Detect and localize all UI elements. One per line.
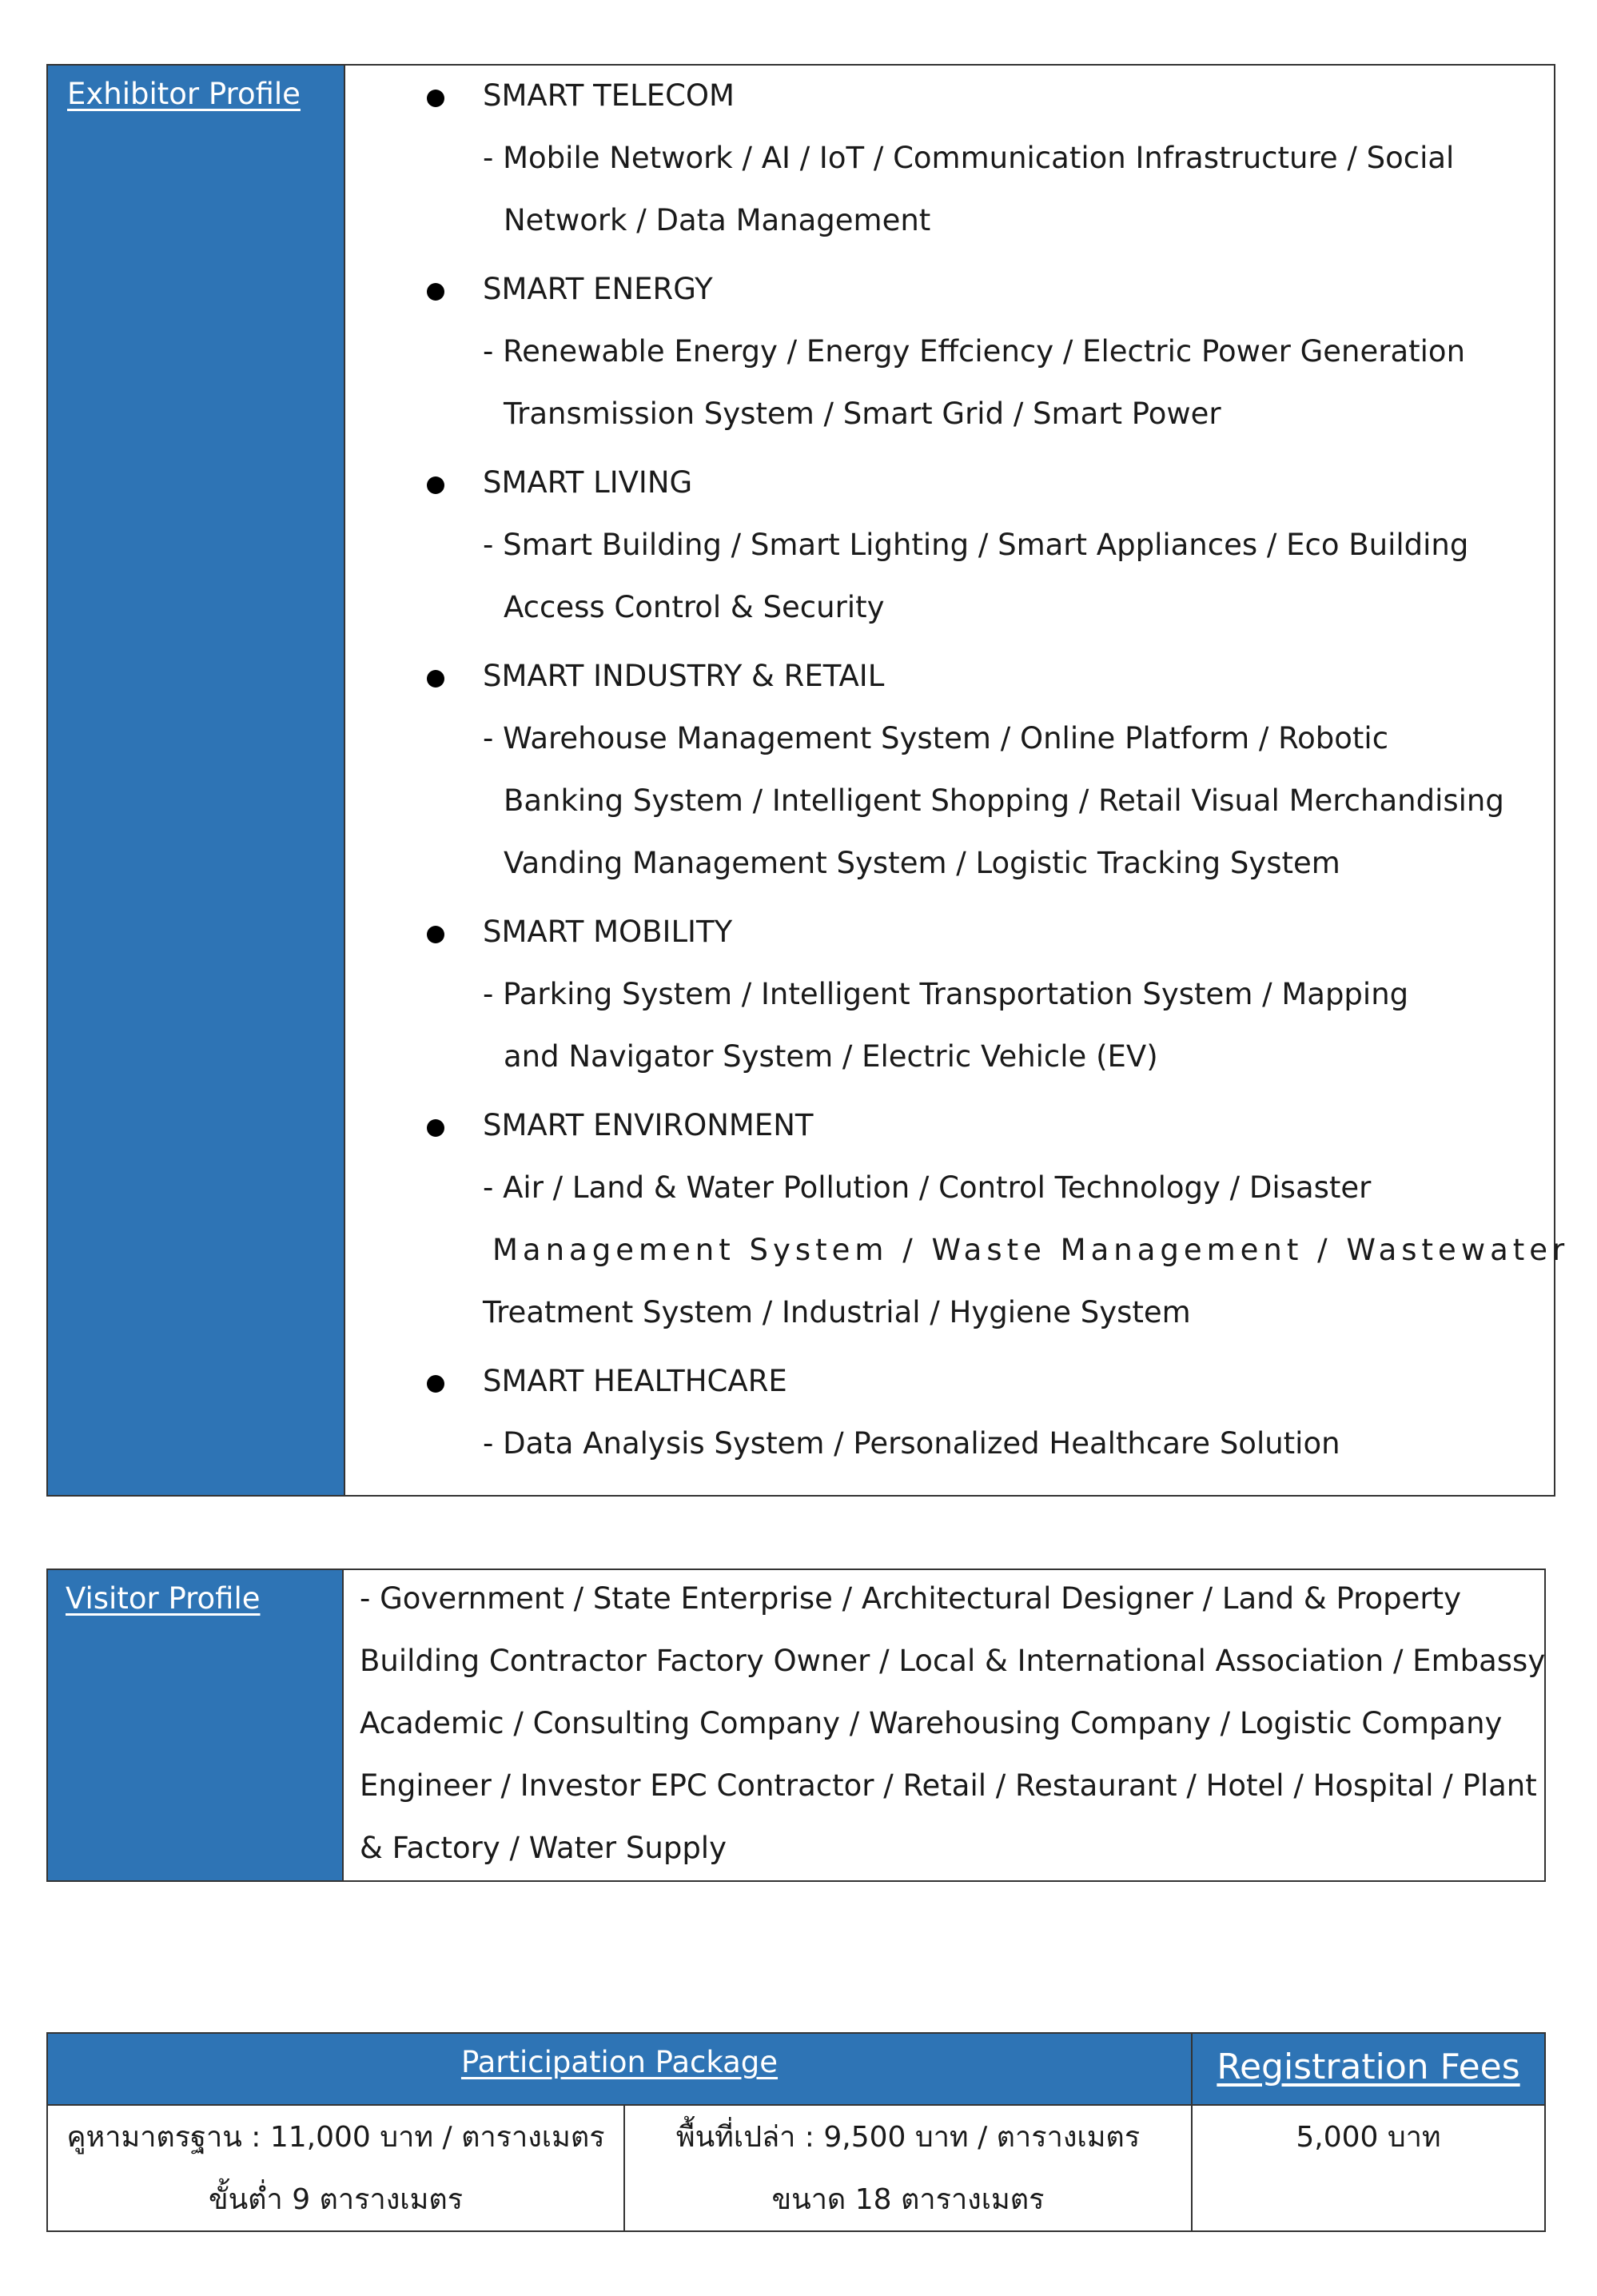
category-title: SMART INDUSTRY & RETAIL bbox=[483, 659, 885, 693]
exhibitor-profile-header-cell bbox=[48, 66, 345, 1495]
exhibitor-profile-link[interactable]: Exhibitor Profile bbox=[67, 77, 301, 111]
participation-package-link[interactable]: Participation Package bbox=[460, 2045, 779, 2079]
category-line: Vanding Management System / Logistic Tracking System bbox=[504, 846, 1340, 880]
participation-package-table bbox=[46, 2032, 1546, 2232]
bullet-icon bbox=[427, 1375, 444, 1393]
space-only-cell bbox=[625, 2106, 1193, 2230]
category-title: SMART HEALTHCARE bbox=[483, 1364, 787, 1398]
bullet-icon bbox=[427, 1119, 444, 1137]
standard-booth-cell bbox=[48, 2106, 625, 2230]
visitor-line: & Factory / Water Supply bbox=[360, 1831, 727, 1865]
exhibitor-profile-table bbox=[46, 64, 1570, 1497]
visitor-line: Building Contractor Factory Owner / Local & International Association / Embassy bbox=[360, 1644, 1546, 1678]
standard-booth-minimum: ขั้นต่ำ 9 ตารางเมตร bbox=[208, 2183, 464, 2216]
bullet-icon bbox=[427, 926, 444, 943]
category-title: SMART ENERGY bbox=[483, 272, 713, 306]
category-line: - Smart Building / Smart Lighting / Smart Appliances / Eco Building bbox=[483, 528, 1469, 562]
exhibitor-categories-cell bbox=[345, 66, 1570, 1495]
visitor-profile-table bbox=[46, 1569, 1546, 1882]
standard-booth-price: คูหามาตรฐาน : 11,000 บาท / ตารางเมตร bbox=[66, 2121, 605, 2154]
visitor-profile-header-cell bbox=[48, 1570, 344, 1880]
participation-package-header bbox=[48, 2034, 1193, 2106]
registration-fee-value: 5,000 บาท bbox=[1296, 2121, 1441, 2154]
category-line: Management System / Waste Management / Wastewater bbox=[492, 1233, 1570, 1267]
category-line: Treatment System / Industrial / Hygiene System bbox=[483, 1295, 1191, 1329]
category-line: - Data Analysis System / Personalized Healthcare Solution bbox=[483, 1426, 1340, 1461]
category-line: - Parking System / Intelligent Transportation System / Mapping bbox=[483, 977, 1409, 1011]
category-line: Access Control & Security bbox=[504, 590, 885, 624]
category-line: - Air / Land & Water Pollution / Control Technology / Disaster bbox=[483, 1170, 1372, 1205]
bullet-icon bbox=[427, 670, 444, 688]
visitor-line: Academic / Consulting Company / Warehousing Company / Logistic Company bbox=[360, 1706, 1503, 1740]
visitor-profile-link[interactable]: Visitor Profile bbox=[66, 1581, 261, 1616]
category-title: SMART LIVING bbox=[483, 465, 693, 500]
visitor-list-cell bbox=[344, 1570, 1544, 1880]
category-line: - Warehouse Management System / Online Platform / Robotic bbox=[483, 721, 1389, 755]
category-line: - Renewable Energy / Energy Effciency / Electric Power Generation bbox=[483, 334, 1466, 369]
space-only-price: พื้นที่เปล่า : 9,500 บาท / ตารางเมตร bbox=[675, 2121, 1141, 2154]
registration-fees-link[interactable]: Registration Fees bbox=[1217, 2047, 1520, 2087]
category-line: and Navigator System / Electric Vehicle (EV) bbox=[504, 1039, 1158, 1074]
category-line: Banking System / Intelligent Shopping / Retail Visual Merchandising bbox=[504, 783, 1504, 818]
category-line: Network / Data Management bbox=[504, 203, 931, 237]
category-line: - Mobile Network / AI / IoT / Communication Infrastructure / Social bbox=[483, 141, 1455, 175]
visitor-line: Engineer / Investor EPC Contractor / Retail / Restaurant / Hotel / Hospital / Plant bbox=[360, 1768, 1537, 1803]
space-only-size: ขนาด 18 ตารางเมตร bbox=[771, 2183, 1045, 2216]
category-title: SMART MOBILITY bbox=[483, 915, 733, 949]
bullet-icon bbox=[427, 283, 444, 301]
category-title: SMART ENVIRONMENT bbox=[483, 1108, 814, 1142]
registration-fees-header bbox=[1193, 2034, 1544, 2106]
category-line: Transmission System / Smart Grid / Smart Power bbox=[504, 397, 1221, 431]
visitor-line: - Government / State Enterprise / Architectural Designer / Land & Property bbox=[360, 1581, 1462, 1616]
category-title: SMART TELECOM bbox=[483, 78, 735, 113]
bullet-icon bbox=[427, 90, 444, 107]
bullet-icon bbox=[427, 476, 444, 494]
registration-fee-cell bbox=[1193, 2106, 1544, 2230]
